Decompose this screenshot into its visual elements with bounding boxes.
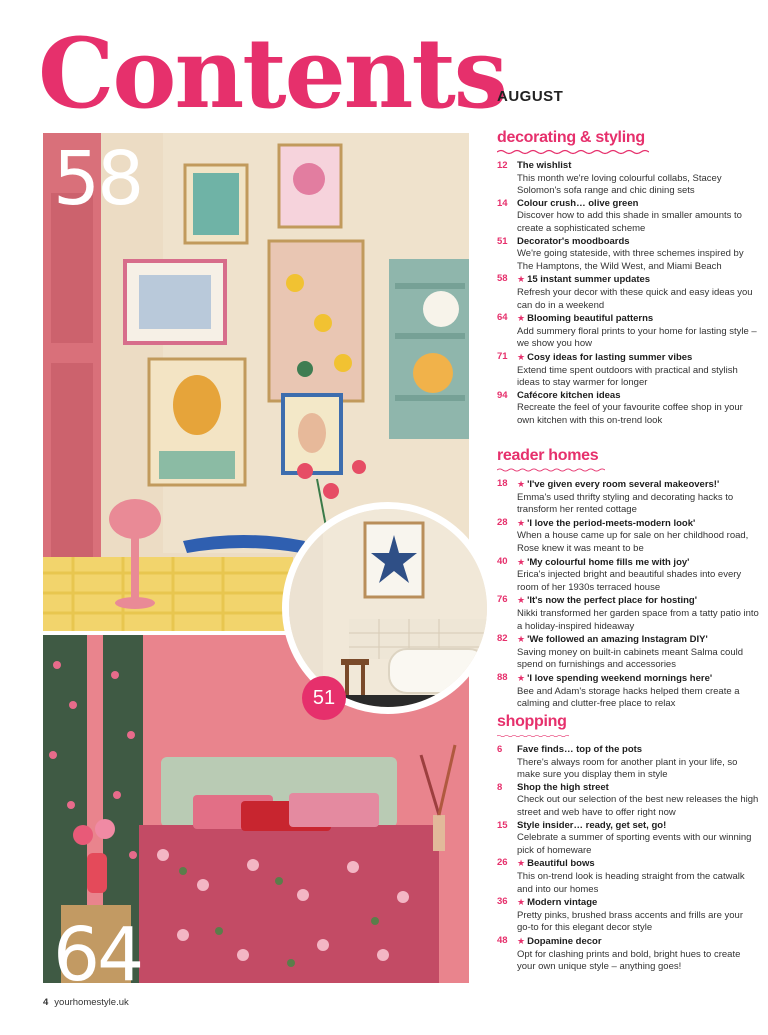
- entry-page-number: 88: [497, 671, 508, 683]
- contents-entry: [497, 478, 759, 517]
- entry-title-line: [517, 273, 759, 287]
- entry-body: [517, 351, 759, 390]
- entry-page-number: 18: [497, 478, 508, 489]
- contents-entry: [497, 594, 759, 633]
- entry-description: Nikki transformed her garden space from a tatty patio into a holiday-inspired hideaway: [517, 607, 759, 632]
- entry-body: [517, 594, 759, 633]
- entry-body: [517, 517, 759, 556]
- entry-body: [517, 782, 759, 820]
- star-icon: ★: [517, 479, 526, 489]
- footer-page-number: 4: [43, 997, 49, 1008]
- entry-body: [517, 857, 759, 896]
- entry-title: The wishlist: [517, 160, 572, 171]
- section-decorating-styling: [497, 128, 759, 427]
- entry-page-number: 8: [497, 781, 503, 793]
- star-icon: ★: [517, 556, 526, 567]
- entry-title: 15 instant summer updates: [527, 274, 651, 286]
- entry-page-number: 14: [497, 197, 508, 209]
- issue-month: AUGUST: [497, 88, 564, 105]
- entry-description: We're going stateside, with three schemes inspired by The Hamptons, the Wild West, and Miami Beach: [517, 248, 744, 272]
- entry-description: Pretty pinks, brushed brass accents and frills are your go-to for this elegant decor style: [517, 909, 743, 934]
- entry-page-number: 58: [497, 273, 508, 285]
- entry-list: [497, 478, 759, 711]
- entry-description: Erica's injected bright and beautiful shades into every room of her 1930s terraced house: [517, 569, 742, 593]
- entry-title: 'I love the period-meets-modern look': [527, 517, 696, 529]
- section-shopping: [497, 712, 759, 974]
- page-title: Contents: [38, 17, 506, 130]
- section-heading: reader homes: [497, 447, 599, 464]
- entry-description: Recreate the feel of your favourite coffee shop in your own kitchen with this on-trend look: [517, 402, 743, 426]
- entry-page-number: 51: [497, 235, 508, 247]
- entry-page-number: 12: [497, 160, 508, 171]
- entry-description: When a house came up for sale on her childhood road, Rose knew it was meant to be: [517, 530, 749, 554]
- wavy-underline: [497, 733, 569, 739]
- star-icon: ★: [517, 897, 526, 908]
- contents-entry: [497, 820, 759, 858]
- entry-page-number: 40: [497, 555, 508, 567]
- star-icon: ★: [517, 517, 526, 528]
- entry-page-number: 6: [497, 744, 503, 755]
- contents-entry: [497, 517, 759, 556]
- entry-body: [517, 198, 759, 236]
- entry-title-line: [517, 782, 759, 795]
- entry-body: [517, 478, 759, 517]
- entry-title-line: [517, 236, 759, 249]
- contents-entry: [497, 935, 759, 974]
- entry-body: [517, 273, 759, 312]
- wavy-underline: [497, 149, 649, 155]
- entry-body: [517, 744, 759, 782]
- entry-title: Fave finds… top of the pots: [517, 744, 643, 755]
- section-reader-homes: [497, 446, 759, 711]
- entry-page-number: 76: [497, 594, 508, 606]
- entry-description: Add summery floral prints to your home for lasting style – we show you how: [517, 325, 757, 350]
- entry-body: [517, 556, 759, 595]
- contents-entry: [497, 896, 759, 935]
- entry-title: Dopamine decor: [527, 935, 602, 947]
- entry-description: This on-trend look is heading straight from the catwalk and into our homes: [517, 870, 745, 895]
- entry-page-number: 15: [497, 819, 508, 831]
- entry-description: Saving money on built-in cabinets meant Salma could spend on furnishings and accessories: [517, 646, 744, 671]
- star-icon: ★: [517, 313, 526, 324]
- entry-title: Cosy ideas for lasting summer vibes: [527, 351, 693, 363]
- photo-page-number-top: 58: [53, 136, 142, 222]
- entry-page-number: 94: [497, 389, 508, 401]
- entry-title: 'We followed an amazing Instagram DIY': [527, 634, 708, 646]
- entry-page-number: 71: [497, 350, 508, 362]
- entry-page-number: 64: [497, 312, 508, 324]
- entry-body: [517, 312, 759, 351]
- entry-description: Discover how to add this shade in smaller amounts to create a sophisticated scheme: [517, 210, 742, 234]
- star-icon: ★: [517, 634, 526, 645]
- star-icon: ★: [517, 672, 526, 683]
- entry-title-line: [517, 351, 759, 365]
- entry-title-line: [517, 633, 759, 647]
- entry-title: Beautiful bows: [527, 858, 595, 870]
- entry-description: This month we're loving colourful collabs, Stacey Solomon's sofa range and chic dining sets: [517, 172, 722, 197]
- entry-title-line: [517, 312, 759, 326]
- entry-title: Colour crush… olive green: [517, 197, 639, 209]
- entry-title-line: [517, 594, 759, 608]
- entry-title-line: [517, 517, 759, 531]
- entry-title: 'My colourful home fills me with joy': [527, 556, 690, 568]
- contents-entry: [497, 782, 759, 820]
- entry-page-number: 26: [497, 857, 508, 869]
- entry-description: Opt for clashing prints and bold, bright hues to create your own unique style – anything goes!: [517, 948, 741, 973]
- entry-description: Extend time spent outdoors with practical and stylish ideas to stay warmer for longer: [517, 364, 738, 389]
- entry-body: [517, 935, 759, 974]
- entry-body: [517, 672, 759, 711]
- entry-body: [517, 633, 759, 672]
- entry-title-line: [517, 857, 759, 871]
- entry-title-line: [517, 390, 759, 403]
- star-icon: ★: [517, 858, 526, 869]
- entry-page-number: 48: [497, 934, 508, 946]
- entry-title-line: [517, 820, 759, 833]
- contents-entry: [497, 672, 759, 711]
- page-footer: [43, 997, 129, 1008]
- entry-title-line: [517, 896, 759, 910]
- entry-title: 'I've given every room several makeovers!': [527, 479, 720, 490]
- entry-title-line: [517, 556, 759, 570]
- entry-page-number: 82: [497, 633, 508, 645]
- entry-body: [517, 896, 759, 935]
- contents-entry: [497, 312, 759, 351]
- star-icon: ★: [517, 351, 526, 362]
- entry-title-line: [517, 935, 759, 949]
- contents-entry: [497, 857, 759, 896]
- entry-description: Check out our selection of the best new releases the high street and web have to offer right now: [517, 794, 759, 818]
- inset-page-number-badge: 51: [302, 676, 346, 720]
- entry-list: [497, 160, 759, 427]
- entry-description: There's always room for another plant in your life, so make sure you display them in style: [517, 756, 738, 781]
- entry-description: Emma's used thrifty styling and decorating hacks to transform her rented cottage: [517, 491, 734, 516]
- entry-body: [517, 390, 759, 428]
- entry-title: 'I love spending weekend mornings here': [527, 672, 713, 684]
- star-icon: ★: [517, 935, 526, 946]
- entry-title: Shop the high street: [517, 781, 609, 793]
- section-heading: shopping: [497, 713, 567, 730]
- entry-title: 'It's now the perfect place for hosting': [527, 595, 697, 607]
- contents-entry: [497, 744, 759, 782]
- star-icon: ★: [517, 595, 526, 606]
- wavy-underline: [497, 467, 605, 473]
- contents-entry: [497, 633, 759, 672]
- entry-description: Refresh your decor with these quick and easy ideas you can do in a weekend: [517, 286, 753, 311]
- entry-title-line: [517, 672, 759, 686]
- entry-description: Celebrate a summer of sporting events with our winning pick of homeware: [517, 832, 752, 856]
- entry-body: [517, 820, 759, 858]
- footer-site: yourhomestyle.uk: [54, 997, 129, 1008]
- entry-title-line: [517, 160, 759, 173]
- entry-title: Style insider… ready, get set, go!: [517, 819, 667, 831]
- section-heading: decorating & styling: [497, 129, 645, 146]
- entry-title-line: [517, 744, 759, 757]
- contents-entry: [497, 390, 759, 428]
- entry-title: Blooming beautiful patterns: [527, 313, 654, 325]
- entry-title-line: [517, 198, 759, 211]
- entry-title: Decorator's moodboards: [517, 235, 630, 247]
- contents-entry: [497, 556, 759, 595]
- entry-title: Modern vintage: [527, 897, 598, 909]
- contents-entry: [497, 273, 759, 312]
- photo-page-number-bottom: 64: [53, 912, 142, 998]
- contents-entry: [497, 351, 759, 390]
- entry-description: Bee and Adam's storage hacks helped them create a calming and clutter-free place to relax: [517, 685, 740, 710]
- entry-body: [517, 236, 759, 274]
- contents-entry: [497, 160, 759, 198]
- entry-page-number: 36: [497, 896, 508, 908]
- entry-title-line: [517, 478, 759, 492]
- contents-entry: [497, 236, 759, 274]
- entry-title: Cafécore kitchen ideas: [517, 389, 621, 401]
- star-icon: ★: [517, 274, 526, 285]
- contents-entry: [497, 198, 759, 236]
- entry-page-number: 28: [497, 516, 508, 528]
- entry-list: [497, 744, 759, 974]
- entry-body: [517, 160, 759, 198]
